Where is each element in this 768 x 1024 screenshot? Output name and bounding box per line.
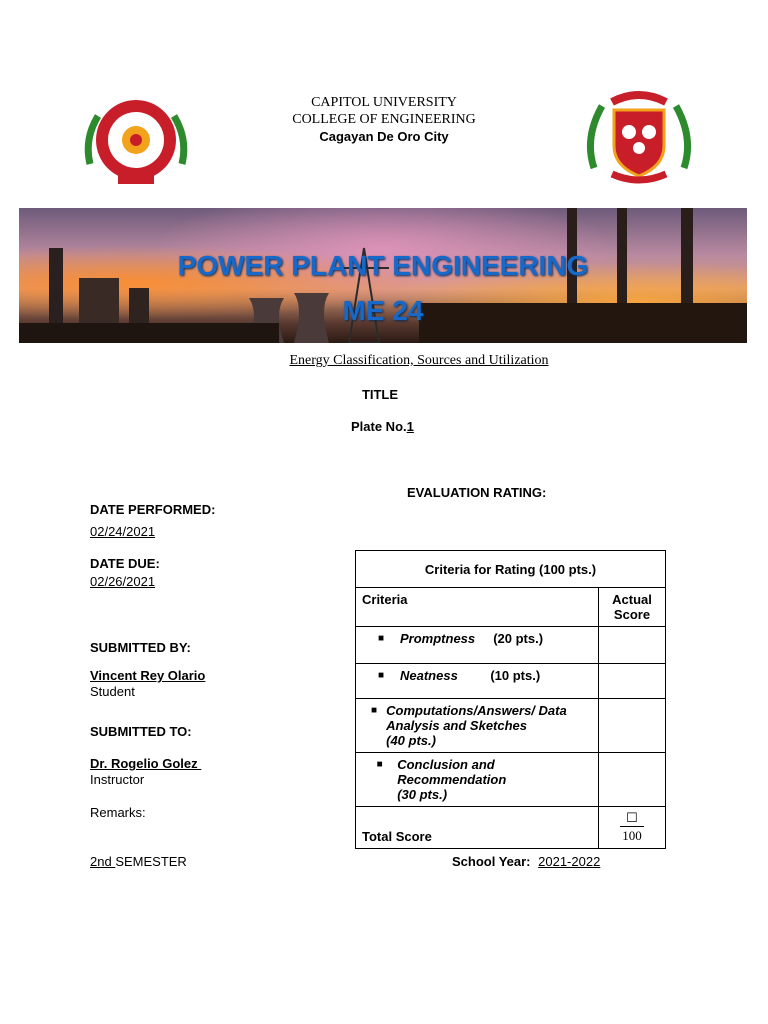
university-name: CAPITOL UNIVERSITY: [311, 95, 457, 110]
bullet-icon: ■: [377, 670, 385, 681]
plate-value: 1: [406, 419, 414, 434]
criteria-row: [356, 627, 666, 664]
school-year-label: School Year:: [452, 854, 531, 869]
submitted-to-role: Instructor: [90, 772, 145, 787]
criteria-column-header: Criteria: [356, 588, 599, 627]
checkbox-icon: ☐: [626, 810, 638, 825]
submitted-by-name: Vincent Rey Olario: [90, 668, 206, 683]
submitted-by-role: Student: [90, 684, 135, 699]
bullet-icon: ■: [371, 705, 378, 716]
banner-title-line2: ME 24: [342, 295, 424, 326]
criteria-row: [356, 664, 666, 699]
remarks-label: Remarks:: [90, 805, 146, 820]
criteria-name: Neatness: [400, 668, 458, 683]
school-year: [452, 854, 600, 869]
criteria-points: (20 pts.): [493, 631, 544, 646]
criteria-points: (30 pts.): [397, 787, 448, 802]
city-name: Cagayan De Oro City: [319, 129, 449, 144]
university-header: [230, 94, 538, 145]
actual-score-column-header: Actual Score: [599, 588, 666, 627]
total-score-cell[interactable]: [599, 807, 666, 849]
date-performed-label: DATE PERFORMED:: [90, 502, 216, 517]
semester-number: 2nd: [90, 854, 116, 869]
criteria-name: Computations/Answers/ Data Analysis and Sketches: [386, 703, 567, 733]
capitol-university-seal-logo: [80, 94, 192, 188]
submitted-by-label: SUBMITTED BY:: [90, 640, 191, 655]
banner-title-line1: POWER PLANT ENGINEERING: [177, 250, 589, 281]
score-cell[interactable]: [599, 699, 666, 753]
score-cell[interactable]: [599, 664, 666, 699]
date-due-value: 02/26/2021: [90, 574, 156, 589]
criteria-name: Conclusion and Recommendation: [397, 757, 507, 787]
date-due-label: DATE DUE:: [90, 556, 160, 571]
bullet-icon: ■: [376, 759, 383, 770]
submitted-to-name: Dr. Rogelio Golez: [90, 756, 202, 771]
criteria-row: [356, 699, 666, 753]
plate-number: [351, 419, 414, 434]
total-denominator: 100: [620, 826, 644, 844]
power-plant-banner: [19, 208, 747, 343]
semester-label: SEMESTER: [115, 854, 187, 869]
evaluation-rating-label: EVALUATION RATING:: [407, 485, 547, 500]
bullet-icon: ■: [377, 633, 385, 644]
title-label: TITLE: [361, 387, 399, 402]
semester: [90, 854, 187, 869]
criteria-points: (40 pts.): [386, 733, 436, 748]
plate-label: Plate No.: [351, 419, 407, 434]
score-cell[interactable]: [599, 627, 666, 664]
criteria-row: [356, 753, 666, 807]
total-score-label: Total Score: [356, 807, 599, 849]
college-of-engineering-logo: [582, 88, 696, 188]
submitted-to-label: SUBMITTED TO:: [90, 724, 192, 739]
school-year-value: 2021-2022: [538, 854, 601, 869]
college-name: COLLEGE OF ENGINEERING: [292, 112, 476, 127]
criteria-points: (10 pts.): [490, 668, 541, 683]
score-cell[interactable]: [599, 753, 666, 807]
criteria-name: Promptness: [400, 631, 476, 646]
criteria-table-header: Criteria for Rating (100 pts.): [356, 551, 666, 588]
criteria-table: [355, 550, 666, 849]
topic-title: Energy Classification, Sources and Utilization: [289, 353, 549, 368]
date-performed-value: 02/24/2021: [90, 524, 156, 539]
